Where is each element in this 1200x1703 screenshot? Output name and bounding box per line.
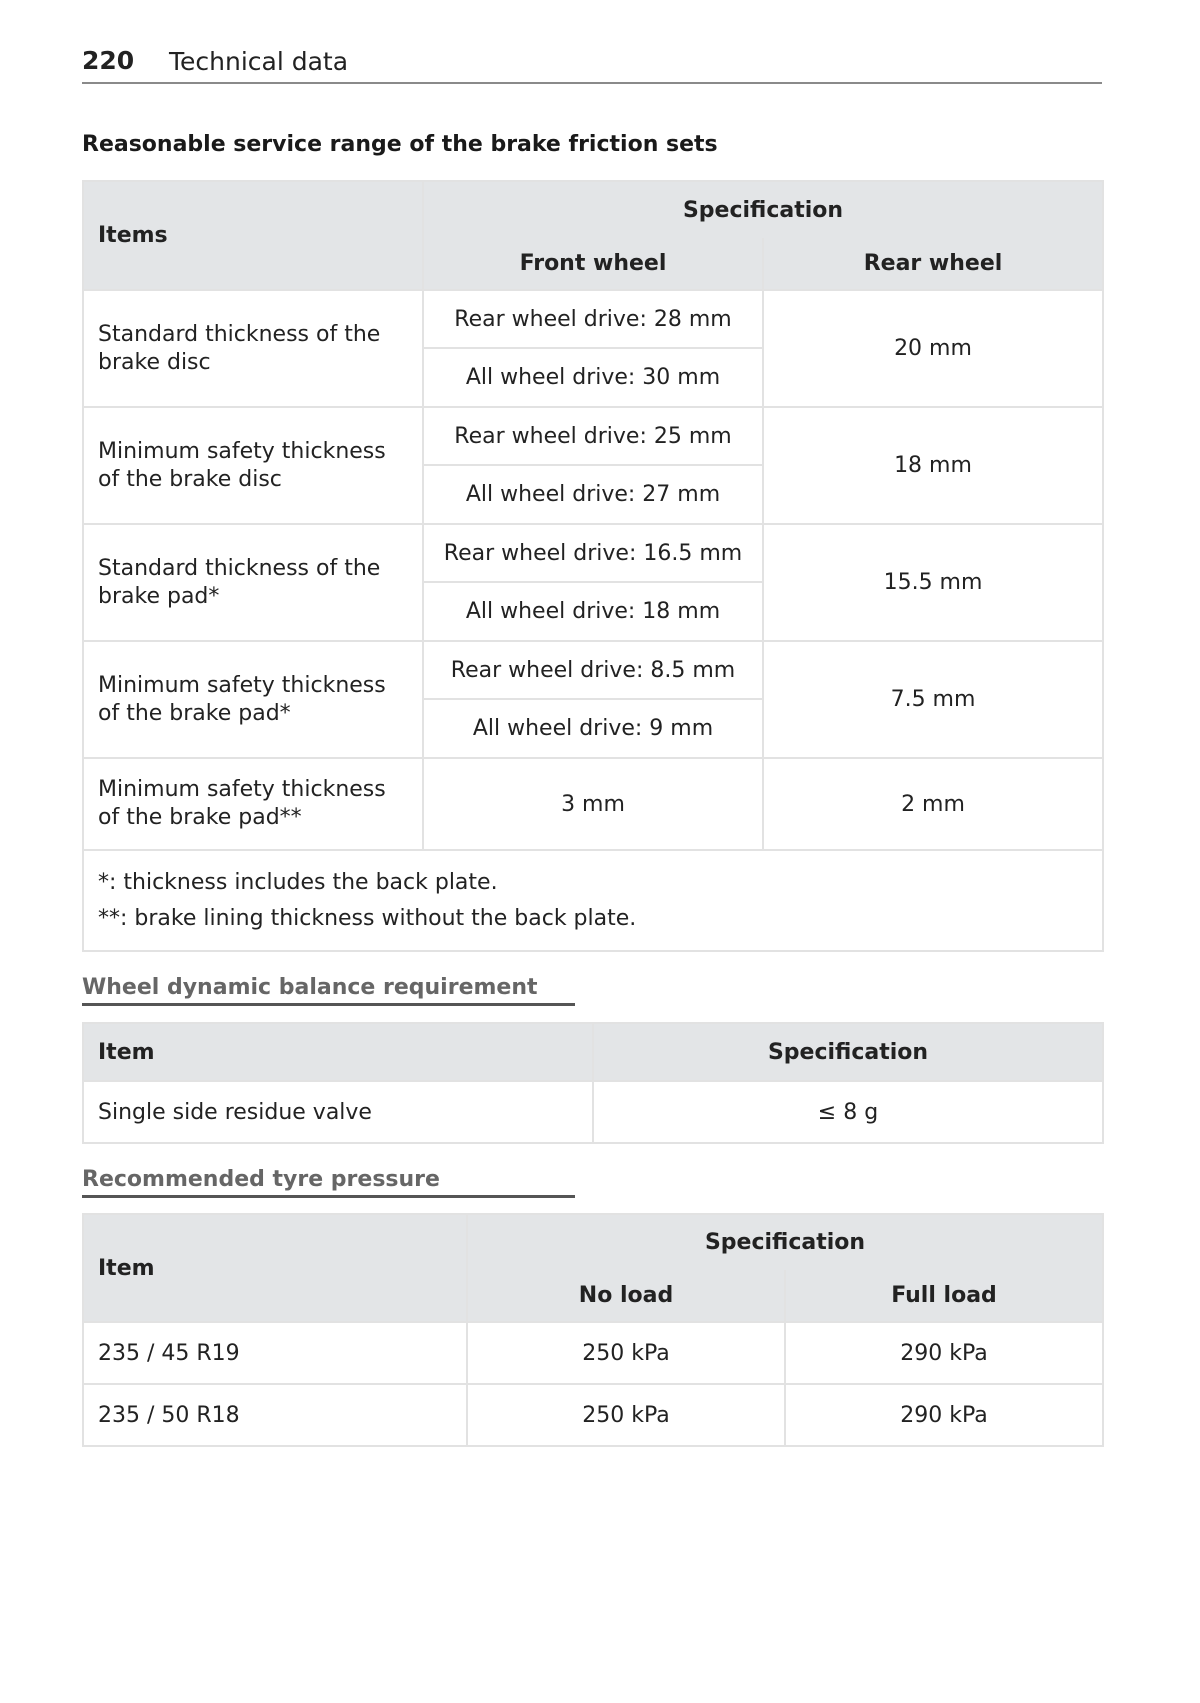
tyre-row-no-load: 250 kPa: [467, 1384, 785, 1446]
brake-row-front-awd: All wheel drive: 18 mm: [423, 582, 763, 641]
tyre-pressure-table: [82, 1213, 1104, 1447]
brake-header-items: Items: [83, 181, 423, 290]
brake-row-item: Minimum safety thickness of the brake pad*: [83, 641, 423, 758]
brake-row-front-rwd: Rear wheel drive: 25 mm: [423, 407, 763, 465]
balance-header-specification: Specification: [593, 1023, 1103, 1081]
brake-header-rear-wheel: Rear wheel: [763, 238, 1103, 290]
tyre-header-no-load: No load: [467, 1270, 785, 1322]
page-number: 220: [82, 46, 135, 75]
tyre-row-no-load: 250 kPa: [467, 1322, 785, 1384]
brake-row-front-awd: All wheel drive: 9 mm: [423, 699, 763, 758]
footnote-double-asterisk: **: brake lining thickness without the back plate.: [98, 905, 637, 931]
brake-row-rear: 20 mm: [763, 290, 1103, 407]
balance-header-item: Item: [83, 1023, 593, 1081]
tyre-row-size: 235 / 50 R18: [83, 1384, 467, 1446]
tyre-row-full-load: 290 kPa: [785, 1322, 1103, 1384]
brake-row-item: Minimum safety thickness of the brake disc: [83, 407, 423, 524]
brake-header-front-wheel: Front wheel: [423, 238, 763, 290]
tyre-header-specification: Specification: [467, 1214, 1103, 1270]
page-header-title: Technical data: [169, 47, 349, 76]
page-header: [82, 44, 1102, 84]
brake-row-rear: 15.5 mm: [763, 524, 1103, 641]
tyre-section-title: Recommended tyre pressure: [82, 1167, 575, 1198]
tyre-row-full-load: 290 kPa: [785, 1384, 1103, 1446]
brake-footnotes: [83, 850, 1103, 951]
brake-row-front-rwd: Rear wheel drive: 28 mm: [423, 290, 763, 348]
brake-last-row-front: 3 mm: [423, 758, 763, 850]
brake-row-front-rwd: Rear wheel drive: 16.5 mm: [423, 524, 763, 582]
brake-row-rear: 7.5 mm: [763, 641, 1103, 758]
balance-row-item: Single side residue valve: [83, 1081, 593, 1143]
brake-last-row-rear: 2 mm: [763, 758, 1103, 850]
brake-row-front-rwd: Rear wheel drive: 8.5 mm: [423, 641, 763, 699]
brake-row-front-awd: All wheel drive: 30 mm: [423, 348, 763, 407]
tyre-header-full-load: Full load: [785, 1270, 1103, 1322]
wheel-balance-table: [82, 1022, 1104, 1144]
tyre-row-size: 235 / 45 R19: [83, 1322, 467, 1384]
balance-section-title: Wheel dynamic balance requirement: [82, 975, 575, 1006]
brake-row-item: Standard thickness of the brake disc: [83, 290, 423, 407]
tyre-header-item: Item: [83, 1214, 467, 1322]
footnote-single-asterisk: *: thickness includes the back plate.: [98, 869, 498, 895]
balance-row-value: ≤ 8 g: [593, 1081, 1103, 1143]
brake-section-title: Reasonable service range of the brake friction sets: [82, 132, 718, 157]
brake-last-row-item: Minimum safety thickness of the brake pad**: [83, 758, 423, 850]
brake-friction-table: [82, 180, 1104, 952]
brake-row-front-awd: All wheel drive: 27 mm: [423, 465, 763, 524]
brake-header-specification: Specification: [423, 181, 1103, 238]
brake-row-rear: 18 mm: [763, 407, 1103, 524]
brake-row-item: Standard thickness of the brake pad*: [83, 524, 423, 641]
